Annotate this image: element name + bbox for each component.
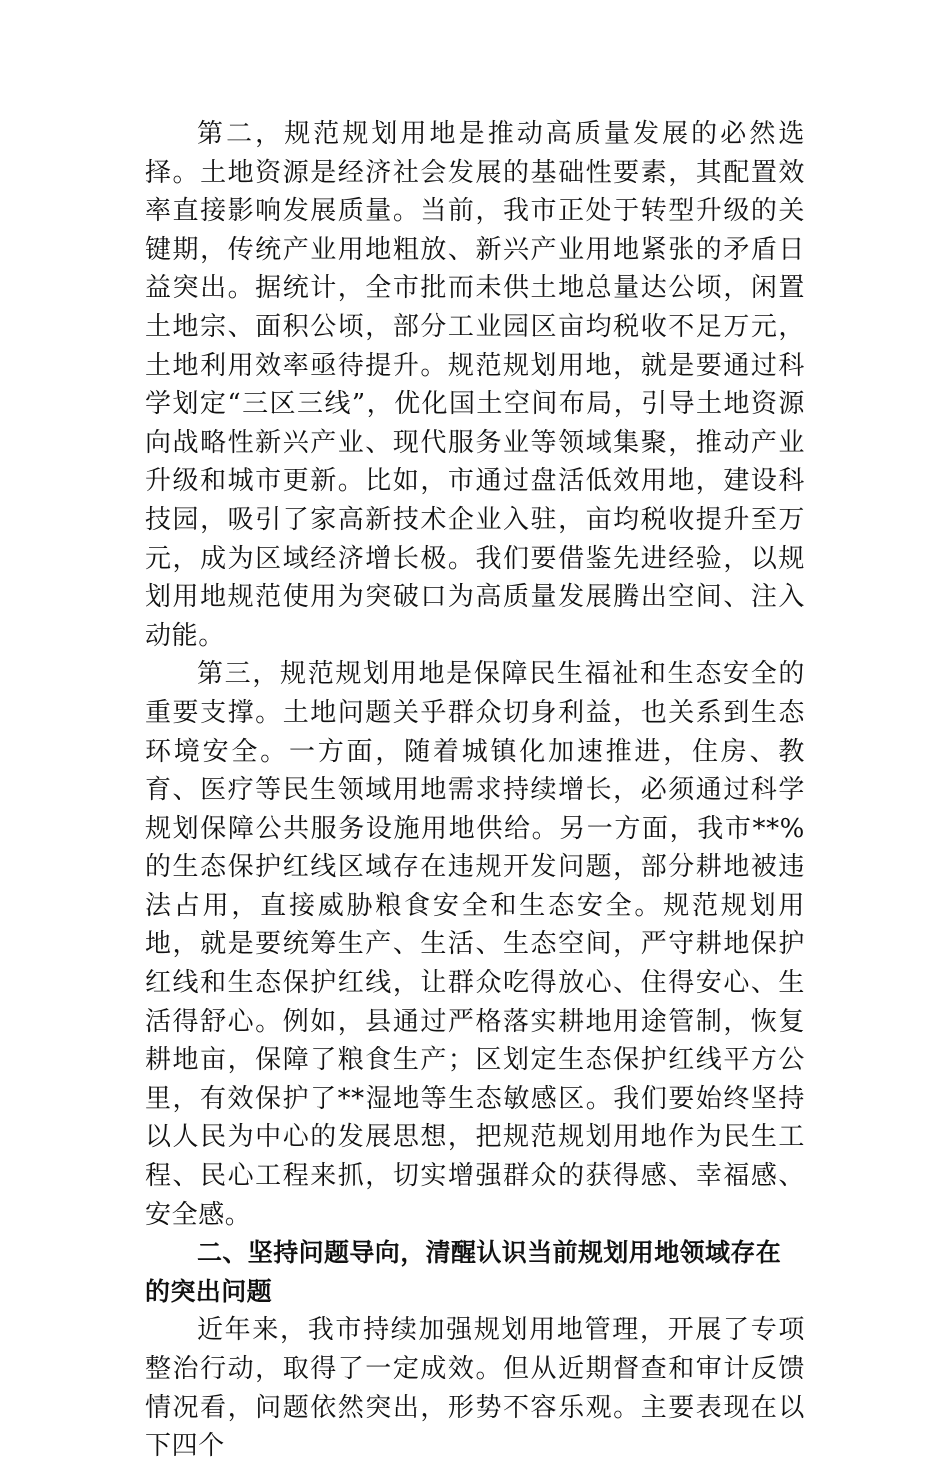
section-heading-two: 二、坚持问题导向，清醒认识当前规划用地领域存在的突出问题 [145, 1238, 782, 1306]
paragraph-intro-problems: 近年来，我市持续加强规划用地管理，开展了专项整治行动，取得了一定成效。但从近期督查和审计反馈情况看，问题依然突出，形势不容乐观。主要表现在以下四个 [145, 1315, 805, 1462]
paragraph-third-point: 第三，规范规划用地是保障民生福祉和生态安全的重要支撑。土地问题关乎群众切身利益，也关系到生态环境安全。一方面，随着城镇化加速推进，住房、教育、医疗等民生领域用地需求持续增长，必须通过科学规划保障公共服务设施用地供给。另一方面，我市**%的生态保护红线区域存在违规开发问题，部分耕地被违法占用，直接威胁粮食安全和生态安全。规范规划用地，就是要统筹生产、生活、生态空间，严守耕地保护红线和生态保护红线，让群众吃得放心、住得安心、生活得舒心。例如，县通过严格落实耕地用途管制，恢复耕地亩，保障了粮食生产；区划定生态保护红线平方公里，有效保护了**湿地等生态敏感区。我们要始终坚持以人民为中心的发展思想，把规范规划用地作为民生工程、民心工程来抓，切实增强群众的获得感、幸福感、安全感。 [145, 659, 805, 1230]
document-page [145, 115, 805, 1466]
paragraph-second-point: 第二，规范规划用地是推动高质量发展的必然选择。土地资源是经济社会发展的基础性要素，其配置效率直接影响发展质量。当前，我市正处于转型升级的关键期，传统产业用地粗放、新兴产业用地紧张的矛盾日益突出。据统计，全市批而未供土地总量达公顷，闲置土地宗、面积公顷，部分工业园区亩均税收不足万元，土地利用效率亟待提升。规范规划用地，就是要通过科学划定“三区三线”，优化国土空间布局，引导土地资源向战略性新兴产业、现代服务业等领域集聚，推动产业升级和城市更新。比如，市通过盘活低效用地，建设科技园，吸引了家高新技术企业入驻，亩均税收提升至万元，成为区域经济增长极。我们要借鉴先进经验，以规划用地规范使用为突破口为高质量发展腾出空间、注入动能。 [145, 119, 805, 651]
